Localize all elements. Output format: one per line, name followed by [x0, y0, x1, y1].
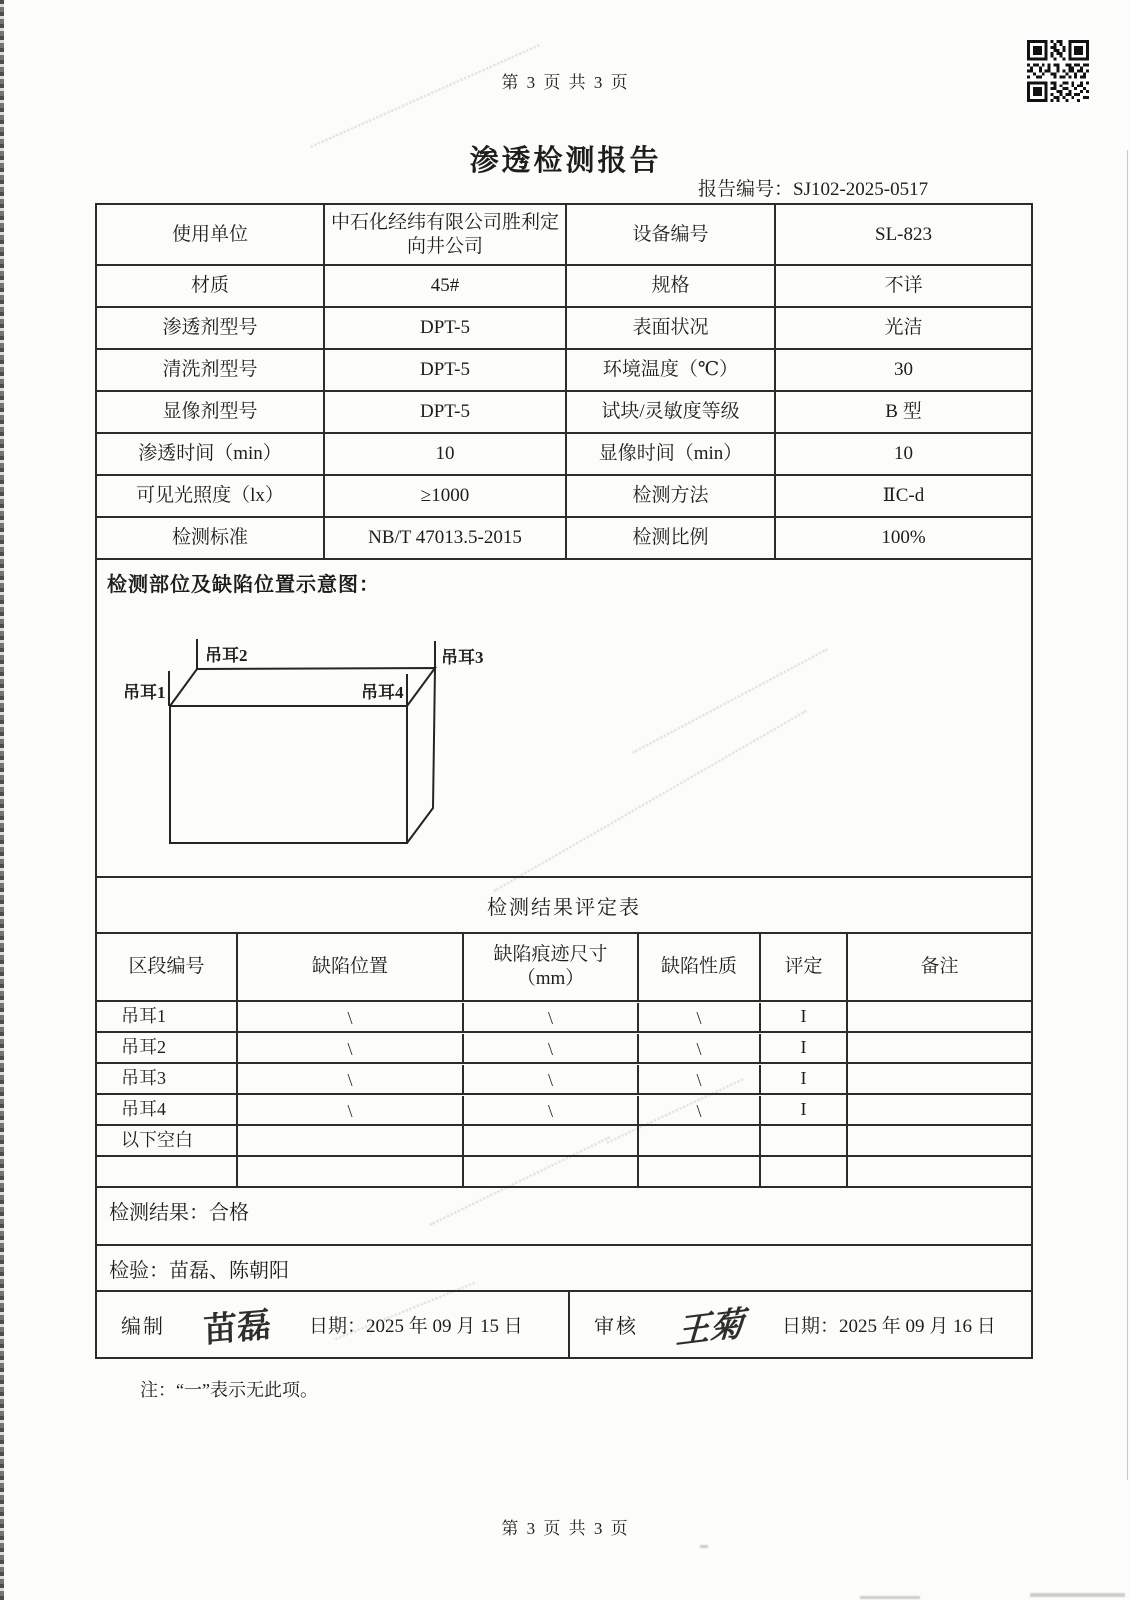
defect-position: \: [238, 1096, 464, 1125]
grade: I: [761, 1064, 848, 1093]
grade: [761, 1157, 848, 1186]
column-header: 评定: [761, 934, 848, 1000]
qr-code-icon: [1027, 40, 1089, 102]
info-value: 10: [894, 443, 913, 465]
segment-id: 吊耳4: [97, 1095, 238, 1124]
segment-id: 吊耳1: [97, 1002, 238, 1031]
defect-nature: [639, 1157, 761, 1186]
grade: I: [761, 1033, 848, 1062]
table-row: [97, 1157, 1031, 1188]
reviewed-by-cell: [570, 1292, 1031, 1357]
info-label: 环境温度（℃）: [567, 350, 776, 390]
defect-nature: \: [639, 1065, 761, 1094]
page-number-header: 第 3 页 共 3 页: [501, 73, 630, 92]
info-label: 可见光照度（lx）: [97, 476, 325, 516]
defect-nature: \: [639, 1003, 761, 1032]
scan-edge-left: [0, 0, 4, 1600]
table-row: [97, 308, 1031, 350]
reviewed-signature: 王菊: [675, 1303, 745, 1353]
info-label: 规格: [567, 266, 776, 306]
table-row: [97, 392, 1031, 434]
defect-size: [464, 1126, 639, 1155]
info-label: 检测标准: [97, 518, 325, 558]
diagram-label: 检测部位及缺陷位置示意图：: [107, 574, 380, 596]
defect-size: \: [464, 1003, 639, 1032]
info-value: 中石化经纬有限公司胜利定向井公司: [325, 205, 567, 264]
column-header: 缺陷痕迹尺寸（mm）: [464, 934, 639, 1000]
table-row: [97, 205, 1031, 266]
info-table: [97, 205, 1031, 560]
column-header: 备注: [920, 956, 959, 978]
diagram-section: [97, 560, 1031, 878]
table-row: [97, 1033, 1031, 1064]
defect-nature: \: [639, 1034, 761, 1063]
info-label: 清洗剂型号: [97, 350, 325, 390]
table-row: [97, 476, 1031, 518]
grade: I: [761, 1095, 848, 1124]
defect-nature: [639, 1126, 761, 1155]
report-title: 渗透检测报告: [469, 145, 662, 177]
info-label: 检测方法: [567, 476, 776, 516]
table-row: [97, 1002, 1031, 1033]
column-header: 缺陷位置: [238, 934, 464, 1000]
defect-size: [464, 1157, 639, 1186]
prepared-label: 编制: [121, 1316, 165, 1338]
info-value: DPT-5: [325, 308, 567, 348]
report-table: [95, 203, 1033, 1359]
remark: [848, 1095, 1031, 1124]
table-row: [97, 518, 1031, 560]
lug-label-3: 吊耳3: [441, 648, 484, 667]
table-row: [97, 1095, 1031, 1126]
prepared-signature: 苗磊: [202, 1304, 272, 1352]
info-label: 渗透剂型号: [97, 308, 325, 348]
defect-size: \: [464, 1034, 639, 1063]
column-header: 区段编号: [97, 934, 238, 1000]
footnote: 注：“一”表示无此项。: [140, 1380, 318, 1400]
remark: [848, 1033, 1031, 1062]
info-value: ≥1000: [325, 476, 567, 516]
reviewed-label: 审核: [594, 1316, 638, 1338]
column-header: 缺陷性质: [639, 934, 761, 1000]
info-value: ⅡC-d: [882, 485, 925, 507]
lug-label-1: 吊耳1: [123, 683, 166, 702]
info-label: 试块/灵敏度等级: [567, 392, 776, 432]
remark: [848, 1126, 1031, 1155]
info-label: 显像剂型号: [97, 392, 325, 432]
bleed-through-marks: [700, 1545, 708, 1548]
inspector-line: 检验：苗磊、陈朝阳: [97, 1246, 1031, 1292]
lug-label-2: 吊耳2: [205, 646, 248, 665]
segment-id: 以下空白: [97, 1126, 238, 1155]
table-row: [97, 1064, 1031, 1095]
info-value: B 型: [885, 401, 922, 423]
table-row: [97, 266, 1031, 308]
info-label: 材质: [97, 266, 325, 306]
test-result-line: 检测结果：合格: [97, 1188, 1031, 1246]
info-label: 检测比例: [567, 518, 776, 558]
defect-size: \: [464, 1096, 639, 1125]
bleed-through-marks: [860, 1596, 920, 1599]
table-row: [97, 1126, 1031, 1157]
remark: [848, 1002, 1031, 1031]
table-row: [97, 350, 1031, 392]
info-value: SL-823: [875, 223, 932, 245]
info-value: 30: [894, 359, 913, 381]
segment-id: 吊耳2: [97, 1033, 238, 1062]
info-value: DPT-5: [325, 350, 567, 390]
info-value: 10: [325, 434, 567, 474]
segment-id: 吊耳3: [97, 1064, 238, 1093]
grade: I: [761, 1002, 848, 1031]
defect-position: [238, 1157, 464, 1186]
defect-position: [238, 1126, 464, 1155]
remark: [848, 1064, 1031, 1093]
info-label: 显像时间（min）: [567, 434, 776, 474]
defect-size: \: [464, 1065, 639, 1094]
info-value: DPT-5: [325, 392, 567, 432]
scan-edge-right: [1127, 150, 1128, 1480]
lifting-lug-box-diagram: [97, 560, 1031, 874]
info-value: NB/T 47013.5-2015: [325, 518, 567, 558]
grade: [761, 1126, 848, 1155]
info-value: 45#: [325, 266, 567, 306]
prepared-by-cell: [97, 1292, 570, 1357]
lug-label-4: 吊耳4: [361, 683, 404, 702]
defect-position: \: [238, 1003, 464, 1032]
page-number-footer: 第 3 页 共 3 页: [501, 1519, 630, 1538]
info-value: 不详: [884, 275, 923, 297]
info-label: 渗透时间（min）: [97, 434, 325, 474]
segment-id: [97, 1157, 238, 1186]
report-number: 报告编号：SJ102-2025-0517: [698, 179, 929, 200]
result-table-title: 检测结果评定表: [97, 878, 1031, 934]
prepared-date: 日期：2025 年 09 月 15 日: [309, 1316, 523, 1337]
bleed-through-marks: [310, 44, 539, 148]
info-label: 设备编号: [567, 205, 776, 264]
reviewed-date: 日期：2025 年 09 月 16 日: [782, 1316, 996, 1337]
defect-nature: \: [639, 1096, 761, 1125]
remark: [848, 1157, 1031, 1186]
result-table-header: [97, 934, 1031, 1002]
info-value: 100%: [881, 527, 926, 549]
defect-position: \: [238, 1034, 464, 1063]
signature-row: [97, 1292, 1031, 1357]
defect-position: \: [238, 1065, 464, 1094]
info-value: 光洁: [884, 317, 923, 339]
bleed-through-marks: [1030, 1593, 1125, 1597]
info-label: 使用单位: [97, 205, 325, 264]
table-row: [97, 434, 1031, 476]
info-label: 表面状况: [567, 308, 776, 348]
